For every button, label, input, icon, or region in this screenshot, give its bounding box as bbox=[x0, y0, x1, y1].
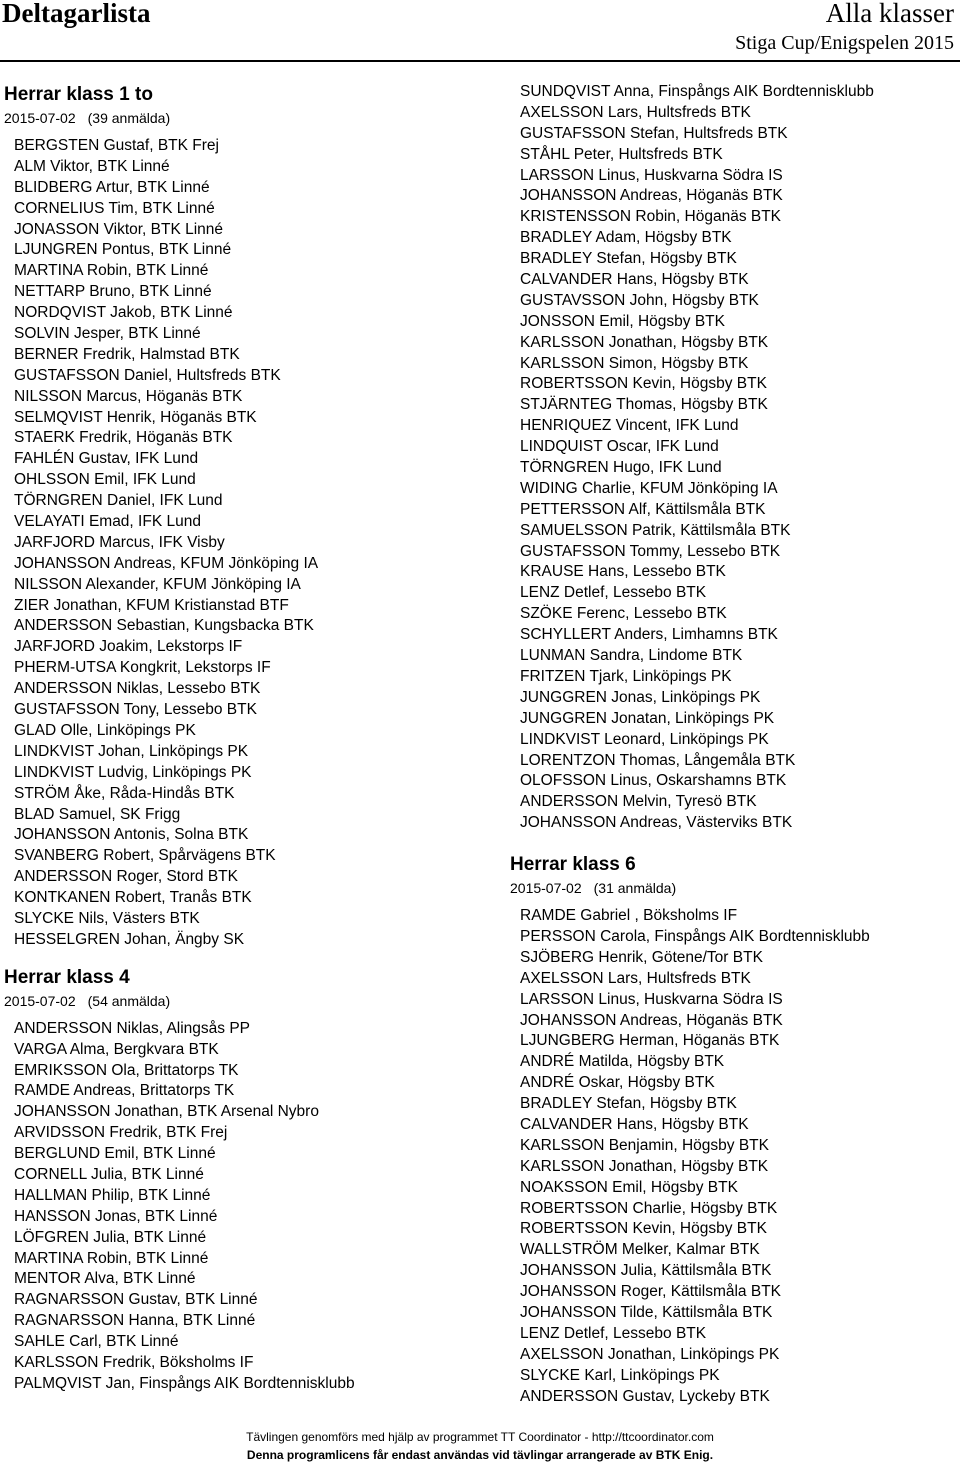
entry-row: STRÖM Åke, Råda-Hindås BTK bbox=[14, 784, 235, 802]
entry-row: LENZ Detlef, Lessebo BTK bbox=[520, 1324, 707, 1342]
right-column bbox=[510, 82, 955, 1407]
entry-row: LARSSON Linus, Huskvarna Södra IS bbox=[520, 166, 783, 184]
entry-row: SELMQVIST Henrik, Höganäs BTK bbox=[14, 408, 257, 426]
entry-row: HENRIQUEZ Vincent, IFK Lund bbox=[520, 417, 739, 435]
section-title: Herrar klass 1 to bbox=[4, 84, 153, 105]
entry-row: JARFJORD Marcus, IFK Visby bbox=[14, 533, 225, 551]
section-date: 2015-07-02 bbox=[510, 880, 582, 897]
entry-row: LINDKVIST Leonard, Linköpings PK bbox=[520, 730, 769, 748]
entry-row: JOHANSSON Andreas, Höganäs BTK bbox=[520, 1011, 783, 1029]
header-divider bbox=[0, 60, 960, 62]
entry-row: FRITZEN Tjark, Linköpings PK bbox=[520, 667, 732, 685]
entry-row: SOLVIN Jesper, BTK Linné bbox=[14, 325, 201, 343]
entry-row: CALVANDER Hans, Högsby BTK bbox=[520, 1115, 749, 1133]
entry-row: PHERM-UTSA Kongkrit, Lekstorps IF bbox=[14, 659, 271, 677]
left-column bbox=[4, 82, 494, 1395]
entry-row: ANDERSSON Niklas, Alingsås PP bbox=[14, 1019, 251, 1037]
entry-row: GUSTAFSSON Stefan, Hultsfreds BTK bbox=[520, 124, 788, 142]
entry-row: SAMUELSSON Patrik, Kättilsmåla BTK bbox=[520, 521, 791, 539]
entry-row: ANDERSSON Niklas, Lessebo BTK bbox=[14, 680, 261, 698]
entry-row: GUSTAFSSON Tony, Lessebo BTK bbox=[14, 701, 257, 719]
entry-row: LJUNGBERG Herman, Höganäs BTK bbox=[520, 1032, 780, 1050]
entry-row: PETTERSSON Alf, Kättilsmåla BTK bbox=[520, 500, 766, 518]
entry-row: NOAKSSON Emil, Högsby BTK bbox=[520, 1178, 738, 1196]
entry-row: STAERK Fredrik, Höganäs BTK bbox=[14, 429, 233, 447]
entry-row: STÅHL Peter, Hultsfreds BTK bbox=[520, 145, 723, 163]
entry-row: LARSSON Linus, Huskvarna Södra IS bbox=[520, 990, 783, 1008]
entry-row: SUNDQVIST Anna, Finspångs AIK Bordtennisklubb bbox=[520, 83, 874, 100]
entry-row: KARLSSON Jonathan, Högsby BTK bbox=[520, 1157, 769, 1175]
entry-row: ANDERSSON Melvin, Tyresö BTK bbox=[520, 793, 757, 811]
entry-row: LORENTZON Thomas, Långemåla BTK bbox=[520, 751, 796, 769]
entry-row: WIDING Charlie, KFUM Jönköping IA bbox=[520, 479, 778, 497]
entry-row: KARLSSON Fredrik, Böksholms IF bbox=[14, 1353, 254, 1371]
entry-row: NILSSON Alexander, KFUM Jönköping IA bbox=[14, 575, 301, 593]
entry-row: LENZ Detlef, Lessebo BTK bbox=[520, 584, 707, 602]
page-title: Deltagarlista bbox=[2, 0, 151, 28]
entry-row: ANDERSSON Sebastian, Kungsbacka BTK bbox=[14, 617, 314, 635]
entry-row: RAGNARSSON Hanna, BTK Linné bbox=[14, 1312, 256, 1330]
entry-row: OHLSSON Emil, IFK Lund bbox=[14, 471, 196, 489]
entry-row: AXELSSON Lars, Hultsfreds BTK bbox=[520, 969, 751, 987]
section-meta bbox=[4, 108, 494, 128]
entry-row: BERNER Fredrik, Halmstad BTK bbox=[14, 345, 240, 363]
entry-row: CORNELL Julia, BTK Linné bbox=[14, 1165, 204, 1183]
entry-row: KARLSSON Simon, Högsby BTK bbox=[520, 354, 749, 372]
section-date: 2015-07-02 bbox=[4, 992, 76, 1009]
entry-row: BRADLEY Stefan, Högsby BTK bbox=[520, 250, 737, 268]
entry-row: BLAD Samuel, SK Frigg bbox=[14, 805, 181, 823]
entry-row: JOHANSSON Tilde, Kättilsmåla BTK bbox=[520, 1303, 773, 1321]
entry-row: ANDRÉ Oskar, Högsby BTK bbox=[520, 1074, 715, 1092]
entry-row: LUNMAN Sandra, Lindome BTK bbox=[520, 647, 743, 665]
entry-row: RAMDE Gabriel , Böksholms IF bbox=[520, 907, 738, 925]
entry-row: JOHANSSON Andreas, Höganäs BTK bbox=[520, 187, 783, 205]
continued-entry-list bbox=[510, 82, 955, 834]
entry-row: RAGNARSSON Gustav, BTK Linné bbox=[14, 1291, 258, 1309]
entry-row: AXELSSON Jonathan, Linköpings PK bbox=[520, 1345, 780, 1363]
entry-row: JOHANSSON Roger, Kättilsmåla BTK bbox=[520, 1283, 781, 1301]
entry-row: RAMDE Andreas, Brittatorps TK bbox=[14, 1082, 235, 1100]
entry-row: ALM Viktor, BTK Linné bbox=[14, 157, 170, 175]
entry-row: HALLMAN Philip, BTK Linné bbox=[14, 1186, 211, 1204]
tournament-name: Stiga Cup/Enigspelen 2015 bbox=[735, 32, 954, 54]
entry-row: KARLSSON Benjamin, Högsby BTK bbox=[520, 1136, 769, 1154]
class-filter-title: Alla klasser bbox=[825, 0, 954, 28]
entry-row: MARTINA Robin, BTK Linné bbox=[14, 1249, 209, 1267]
footer-license: Denna programlicens får endast användas vid tävlingar arrangerade av BTK Enig. bbox=[246, 1448, 714, 1462]
entry-row: SVANBERG Robert, Spårvägens BTK bbox=[14, 847, 276, 865]
entry-row: SLYCKE Nils, Västers BTK bbox=[14, 909, 200, 927]
entry-row: ROBERTSSON Charlie, Högsby BTK bbox=[520, 1199, 778, 1217]
entry-row: GLAD Olle, Linköpings PK bbox=[14, 721, 196, 739]
entry-row: JOHANSSON Andreas, Västerviks BTK bbox=[520, 814, 793, 832]
entry-row: CORNELIUS Tim, BTK Linné bbox=[14, 199, 215, 217]
entry-row: LINDKVIST Ludvig, Linköpings PK bbox=[14, 763, 252, 781]
entry-row: OLOFSSON Linus, Oskarshamns BTK bbox=[520, 772, 787, 790]
entry-row: JOHANSSON Andreas, KFUM Jönköping IA bbox=[14, 554, 319, 572]
page-footer bbox=[0, 1428, 960, 1464]
section-meta bbox=[4, 991, 494, 1011]
entry-row: AXELSSON Lars, Hultsfreds BTK bbox=[520, 103, 751, 121]
entry-row: ROBERTSSON Kevin, Högsby BTK bbox=[520, 375, 767, 393]
entry-row: JOHANSSON Antonis, Solna BTK bbox=[14, 826, 249, 844]
entry-row: CALVANDER Hans, Högsby BTK bbox=[520, 271, 749, 289]
section-title: Herrar klass 4 bbox=[4, 966, 130, 988]
entry-row: NILSSON Marcus, Höganäs BTK bbox=[14, 387, 243, 405]
entry-row: KRISTENSSON Robin, Höganäs BTK bbox=[520, 208, 782, 226]
page-header bbox=[0, 0, 960, 58]
entry-row: JOHANSSON Jonathan, BTK Arsenal Nybro bbox=[14, 1103, 319, 1121]
section-title: Herrar klass 6 bbox=[510, 854, 636, 876]
entry-row: VARGA Alma, Bergkvara BTK bbox=[14, 1040, 219, 1058]
entry-row: ZIER Jonathan, KFUM Kristianstad BTF bbox=[14, 596, 289, 614]
section-meta bbox=[510, 878, 955, 898]
entry-row: SCHYLLERT Anders, Limhamns BTK bbox=[520, 626, 778, 644]
entry-row: ANDERSSON Roger, Stord BTK bbox=[14, 868, 238, 886]
entry-row: PERSSON Carola, Finspångs AIK Bordtennisklubb bbox=[520, 927, 870, 945]
entry-row: PALMQVIST Jan, Finspångs AIK Bordtennisklubb bbox=[14, 1374, 355, 1392]
section-date: 2015-07-02 bbox=[4, 110, 76, 126]
entry-row: LINDQUIST Oscar, IFK Lund bbox=[520, 438, 719, 456]
entry-list bbox=[510, 906, 955, 1407]
entry-row: GUSTAFSSON Daniel, Hultsfreds BTK bbox=[14, 366, 281, 384]
entry-row: MENTOR Alva, BTK Linné bbox=[14, 1270, 196, 1288]
entry-row: NETTARP Bruno, BTK Linné bbox=[14, 283, 212, 301]
entry-row: SAHLE Carl, BTK Linné bbox=[14, 1333, 179, 1351]
section-count: (39 anmälda) bbox=[87, 110, 171, 126]
entry-row: KONTKANEN Robert, Tranås BTK bbox=[14, 889, 252, 907]
entry-row: GUSTAVSSON John, Högsby BTK bbox=[520, 291, 759, 309]
entry-row: JUNGGREN Jonatan, Linköpings PK bbox=[520, 709, 775, 727]
entry-row: HESSELGREN Johan, Ängby SK bbox=[14, 930, 245, 948]
entry-row: JUNGGREN Jonas, Linköpings PK bbox=[520, 688, 761, 706]
footer-credit: Tävlingen genomförs med hjälp av programmet TT Coordinator - http://ttcoordinator.com bbox=[246, 1430, 714, 1444]
entry-list bbox=[4, 1019, 494, 1395]
entry-row: NORDQVIST Jakob, BTK Linné bbox=[14, 304, 233, 322]
entry-list bbox=[4, 136, 494, 951]
entry-row: VELAYATI Emad, IFK Lund bbox=[14, 513, 201, 531]
entry-row: BERGSTEN Gustaf, BTK Frej bbox=[14, 137, 219, 154]
entry-row: JONSSON Emil, Högsby BTK bbox=[520, 312, 725, 330]
entry-row: WALLSTRÖM Melker, Kalmar BTK bbox=[520, 1241, 760, 1259]
entry-row: GUSTAFSSON Tommy, Lessebo BTK bbox=[520, 542, 781, 560]
entry-row: ANDERSSON Gustav, Lyckeby BTK bbox=[520, 1387, 770, 1405]
entry-row: STJÄRNTEG Thomas, Högsby BTK bbox=[520, 396, 768, 414]
section-herrar-klass-4 bbox=[4, 965, 494, 1395]
entry-row: HANSSON Jonas, BTK Linné bbox=[14, 1207, 218, 1225]
entry-row: JONASSON Viktor, BTK Linné bbox=[14, 220, 224, 238]
section-herrar-klass-1 bbox=[4, 82, 494, 951]
entry-row: BERGLUND Emil, BTK Linné bbox=[14, 1145, 216, 1163]
entry-row: ROBERTSSON Kevin, Högsby BTK bbox=[520, 1220, 767, 1238]
section-herrar-klass-6 bbox=[510, 852, 955, 1407]
entry-row: TÖRNGREN Hugo, IFK Lund bbox=[520, 459, 722, 477]
section-count: (54 anmälda) bbox=[87, 992, 171, 1009]
entry-row: SLYCKE Karl, Linköpings PK bbox=[520, 1366, 720, 1384]
entry-row: KARLSSON Jonathan, Högsby BTK bbox=[520, 333, 769, 351]
entry-row: SZÖKE Ferenc, Lessebo BTK bbox=[520, 605, 727, 623]
entry-row: JARFJORD Joakim, Lekstorps IF bbox=[14, 638, 243, 656]
entry-row: ANDRÉ Matilda, Högsby BTK bbox=[520, 1053, 725, 1071]
entry-row: SJÖBERG Henrik, Götene/Tor BTK bbox=[520, 948, 763, 966]
entry-row: TÖRNGREN Daniel, IFK Lund bbox=[14, 492, 223, 510]
entry-row: LJUNGREN Pontus, BTK Linné bbox=[14, 241, 232, 259]
entry-row: LÖFGREN Julia, BTK Linné bbox=[14, 1228, 207, 1246]
entry-row: JOHANSSON Julia, Kättilsmåla BTK bbox=[520, 1262, 772, 1280]
section-count: (31 anmälda) bbox=[593, 880, 677, 897]
entry-row: MARTINA Robin, BTK Linné bbox=[14, 262, 209, 280]
entry-row: BRADLEY Adam, Högsby BTK bbox=[520, 229, 732, 247]
entry-row: ARVIDSSON Fredrik, BTK Frej bbox=[14, 1124, 228, 1142]
entry-row: BLIDBERG Artur, BTK Linné bbox=[14, 178, 210, 196]
entry-row: FAHLÉN Gustav, IFK Lund bbox=[14, 450, 199, 468]
entry-row: KRAUSE Hans, Lessebo BTK bbox=[520, 563, 726, 581]
entry-row: LINDKVIST Johan, Linköpings PK bbox=[14, 742, 249, 760]
entry-row: BRADLEY Stefan, Högsby BTK bbox=[520, 1095, 737, 1113]
entry-row: EMRIKSSON Ola, Brittatorps TK bbox=[14, 1061, 239, 1079]
